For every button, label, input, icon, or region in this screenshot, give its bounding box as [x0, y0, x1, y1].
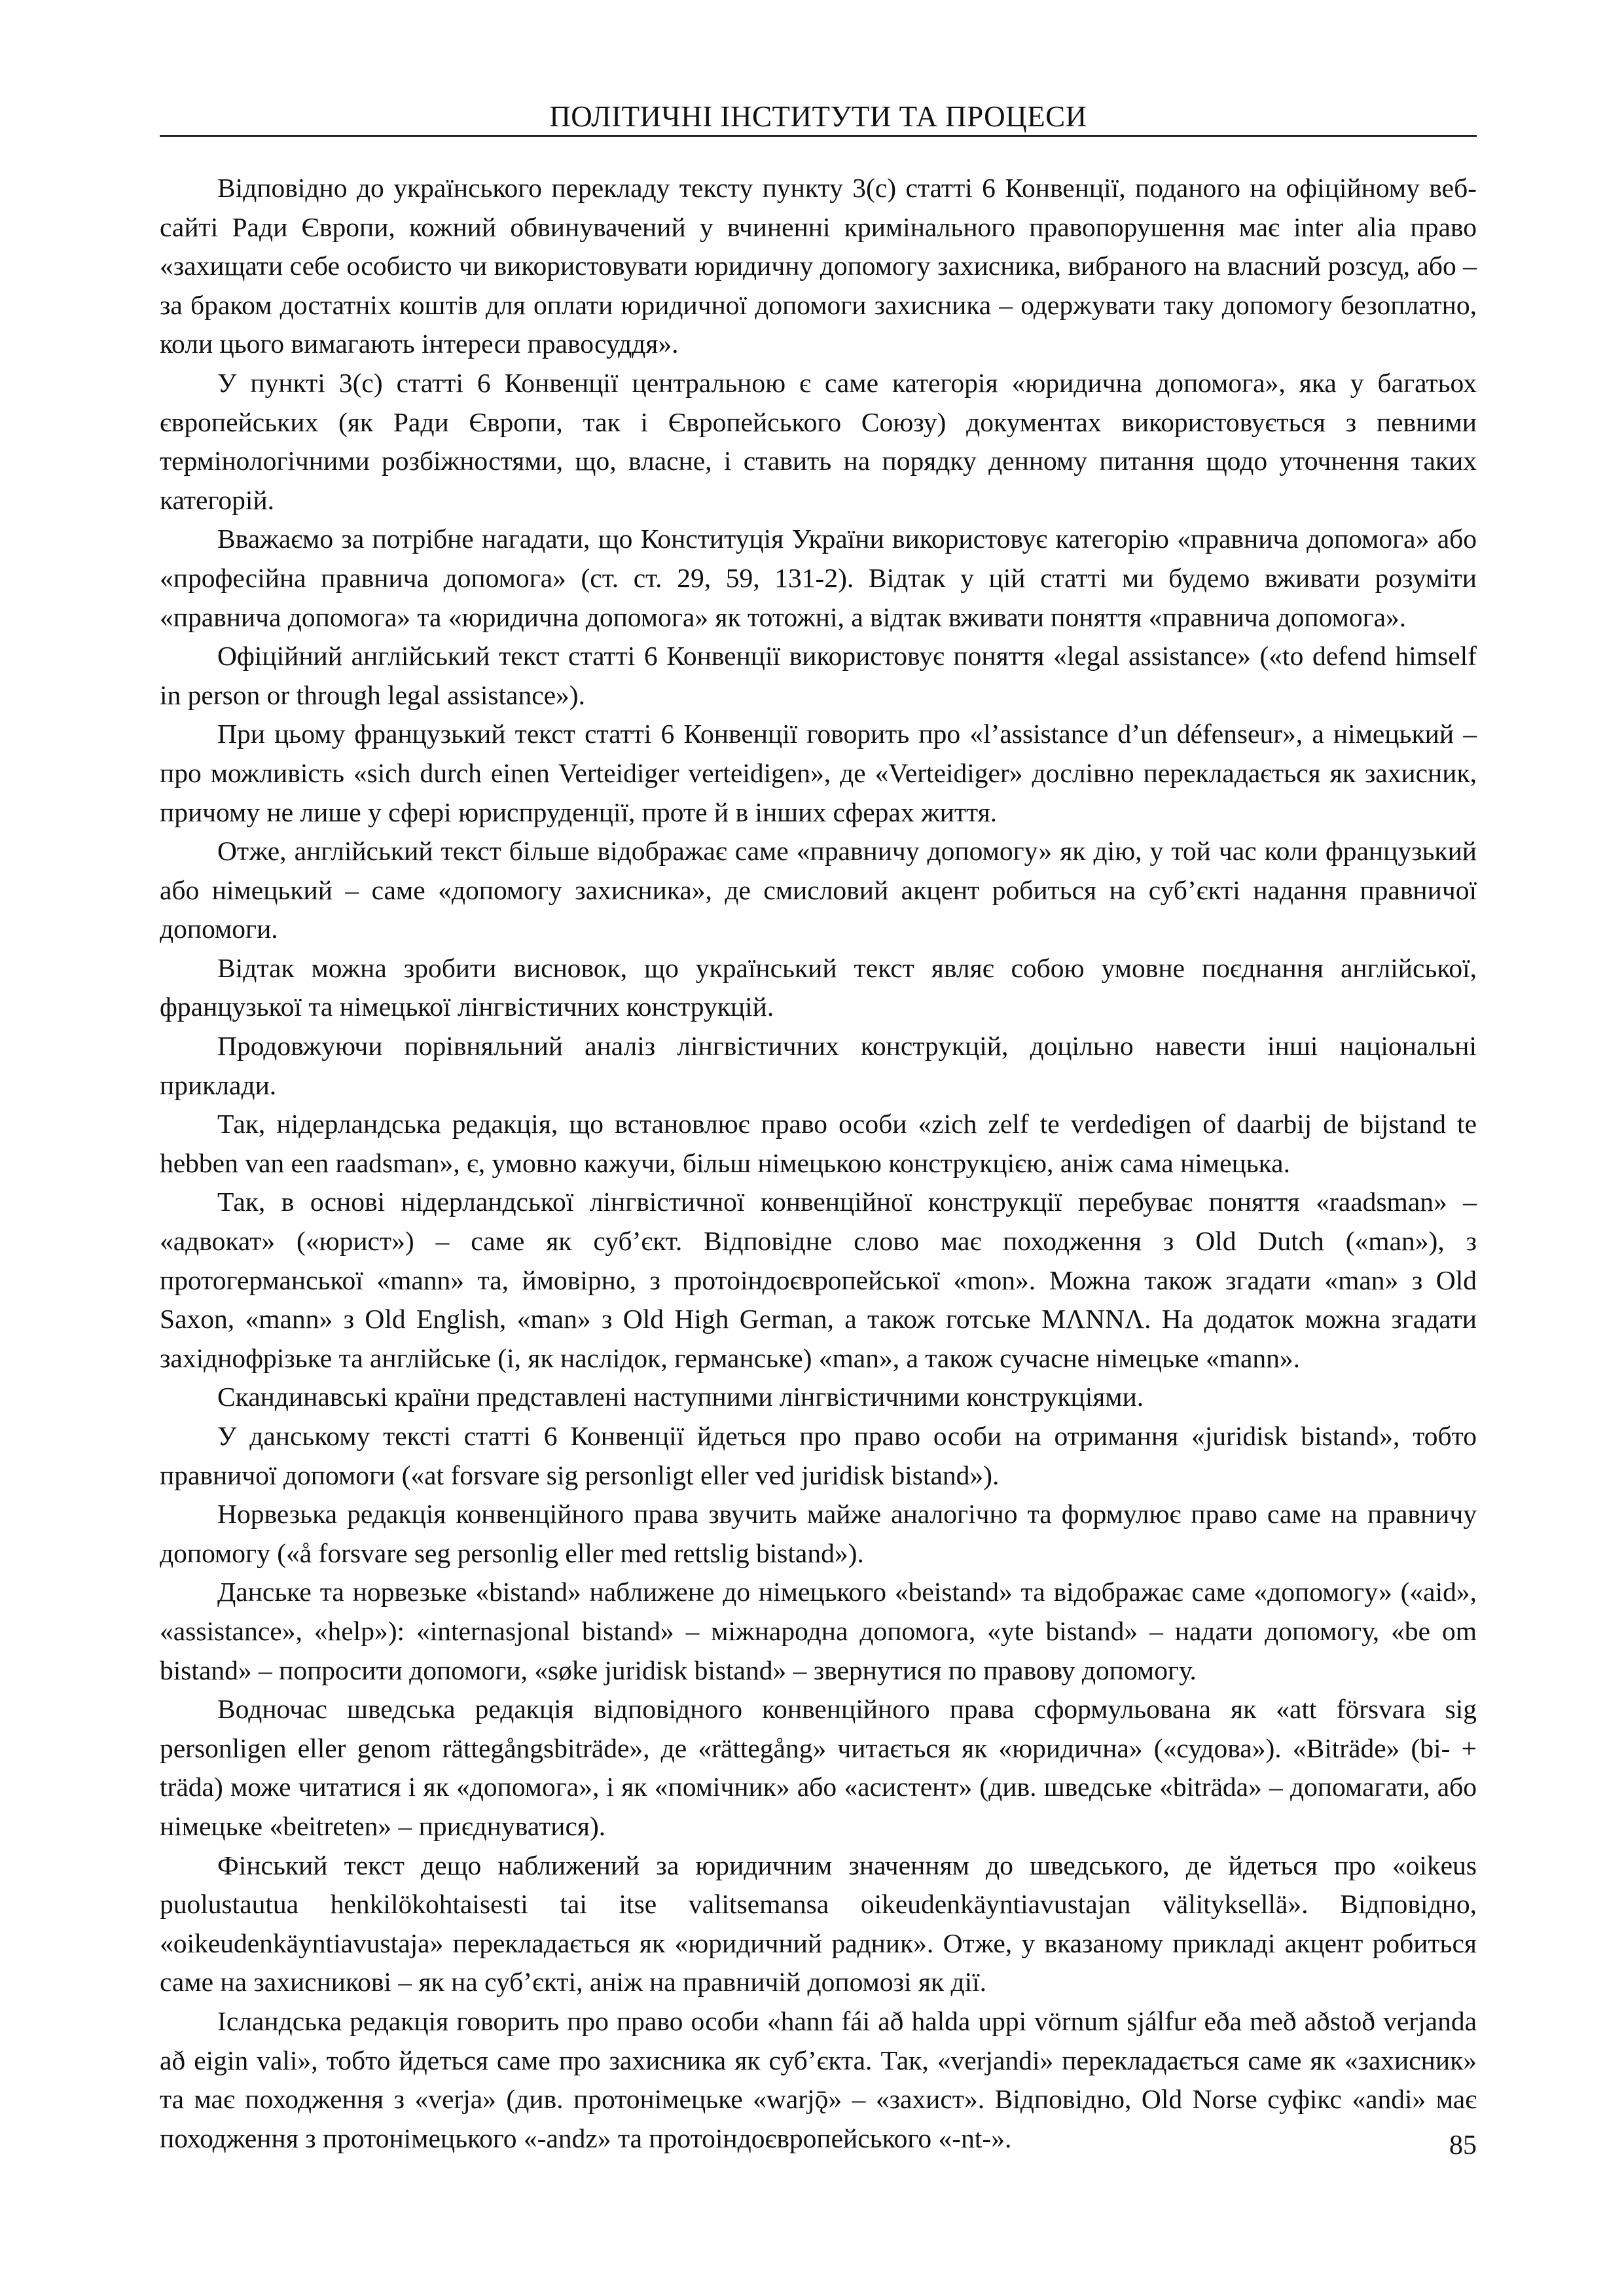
paragraph: У пункті 3(с) статті 6 Конвенції центральною є саме категорія «юридична допомога», яка у багатьох європейських (як Ради Європи, так і Європейського Союзу) документах використовується з певними термінологічними розбіжностями, що, власне, і ставить на порядку денному питання щодо уточнення таких категорій.	[160, 367, 1477, 515]
paragraph: Отже, англійський текст більше відображає саме «правничу допомогу» як дію, у той час коли французький або німецький – саме «допомогу захисника», де смисловий акцент робиться на суб’єкті надання правничої допомоги.	[160, 836, 1477, 944]
paragraph: Так, нідерландська редакція, що встановлює право особи «zich zelf te verdedigen of daarbij de bijstand te hebben van een raadsman», є, умовно кажучи, більш німецькою конструкцією, аніж сама німецька.	[160, 1109, 1477, 1178]
page-number: 85	[1449, 2130, 1477, 2161]
running-header: ПОЛІТИЧНІ ІНСТИТУТИ ТА ПРОЦЕСИ	[549, 100, 1087, 133]
paragraph: Данське та норвезьке «bistand» наближене до німецького «beistand» та відображає саме «допомогу» («aid», «assistance», «help»): «internasjonal bistand» – міжнародна допомога, «yte bistand» – надати допомогу, «be om bistand» – попросити допомоги, «søke juridisk bistand» – звернутися по правову допомогу.	[160, 1577, 1477, 1685]
header-divider	[160, 135, 1477, 137]
paragraph: Скандинавські країни представлені наступними лінгвістичними конструкціями.	[217, 1382, 1144, 1412]
paragraph: У данському тексті статті 6 Конвенції йдеться про право особи на отримання «juridisk bistand», тобто правничої допомоги («at forsvare sig personligt eller ved juridisk bistand»).	[160, 1421, 1477, 1490]
article-body	[160, 169, 1477, 2158]
paragraph: Офіційний англійський текст статті 6 Конвенції використовує поняття «legal assistance» («to defend himself in person or through legal assistance»).	[160, 641, 1477, 710]
paragraph: Відповідно до українського перекладу тексту пункту 3(с) статті 6 Конвенції, поданого на офіційному веб-сайті Ради Європи, кожний обвинувачений у вчиненні кримінального правопорушення має inter alia право «захищати себе особисто чи використовувати юридичну допомогу захисника, вибраного на власний розсуд, або – за браком достатніх коштів для оплати юридичної допомоги захисника – одержувати таку допомогу безоплатно, коли цього вимагають інтереси правосуддя».	[160, 173, 1477, 359]
paragraph: Фінський текст дещо наближений за юридичним значенням до шведського, де йдеться про «oikeus puolustautua henkilökohtaisesti tai itse valitsemansa oikeudenkäyntiavustajan välityksellä». Відповідно, «oikeudenkäyntiavustaja» перекладається як «юридичний радник». Отже, у вказаному прикладі акцент робиться саме на захисникові – як на суб’єкті, аніж на правничій допомозі як дії.	[160, 1850, 1477, 1998]
paragraph: Продовжуючи порівняльний аналіз лінгвістичних конструкцій, доцільно навести інші національні приклади.	[160, 1031, 1477, 1100]
paragraph: Вважаємо за потрібне нагадати, що Конституція України використовує категорію «правнича допомога» або «професійна правнича допомога» (ст. ст. 29, 59, 131-2). Відтак у цій статті ми будемо вживати розуміти «правнича допомога» та «юридична допомога» як тотожні, а відтак вживати поняття «правнича допомога».	[160, 524, 1477, 632]
paragraph: Ісландська редакція говорить про право особи «hann fái að halda uppi vörnum sjálfur eða með aðstoð verjanda að eigin vali», тобто йдеться саме про захисника як суб’єкта. Так, «verjandi» перекладається саме як «захисник» та має походження з «verja» (див. протонімецьке «warjǭ» – «захист». Відповідно, Old Norse суфікс «andi» має походження з протонімецького «-andz» та протоіндоєвропейського «-nt-».	[160, 2005, 1477, 2153]
paragraph: Так, в основі нідерландської лінгвістичної конвенційної конструкції перебуває поняття «raadsman» – «адвокат» («юрист») – саме як суб’єкт. Відповідне слово має походження з Old Dutch («man»), з протогерманської «mann» та, ймовірно, з протоіндоєвропейської «mon». Можна також згадати «man» з Old Saxon, «mann» з Old English, «man» з Old High German, а також готське MɅNNɅ. На додаток можна згадати західнофрізьке та англійське (і, як наслідок, германське) «man», а також сучасне німецьке «mann».	[160, 1187, 1477, 1373]
paragraph: При цьому французький текст статті 6 Конвенції говорить про «l’assistance d’un défenseur», а німецький – про можливість «sich durch einen Verteidiger verteidigen», де «Verteidiger» дослівно перекладається як захисник, причому не лише у сфері юриспруденції, проте й в інших сферах життя.	[160, 719, 1477, 827]
paragraph: Норвезька редакція конвенційного права звучить майже аналогічно та формулює право саме на правничу допомогу («å forsvare seg personlig eller med rettslig bistand»).	[160, 1499, 1477, 1568]
paragraph: Водночас шведська редакція відповідного конвенційного права сформульована як «att försvara sig personligen eller genom rättegångsbiträde», де «rättegång» читається як «юридична» («судова»). «Biträde» (bi- + träda) може читатися і як «допомога», і як «помічник» або «асистент» (див. шведське «biträda» – допомагати, або німецьке «beitreten» – приєднуватися).	[160, 1694, 1477, 1841]
paragraph: Відтак можна зробити висновок, що український текст являє собою умовне поєднання англійської, французької та німецької лінгвістичних конструкцій.	[160, 952, 1477, 1022]
